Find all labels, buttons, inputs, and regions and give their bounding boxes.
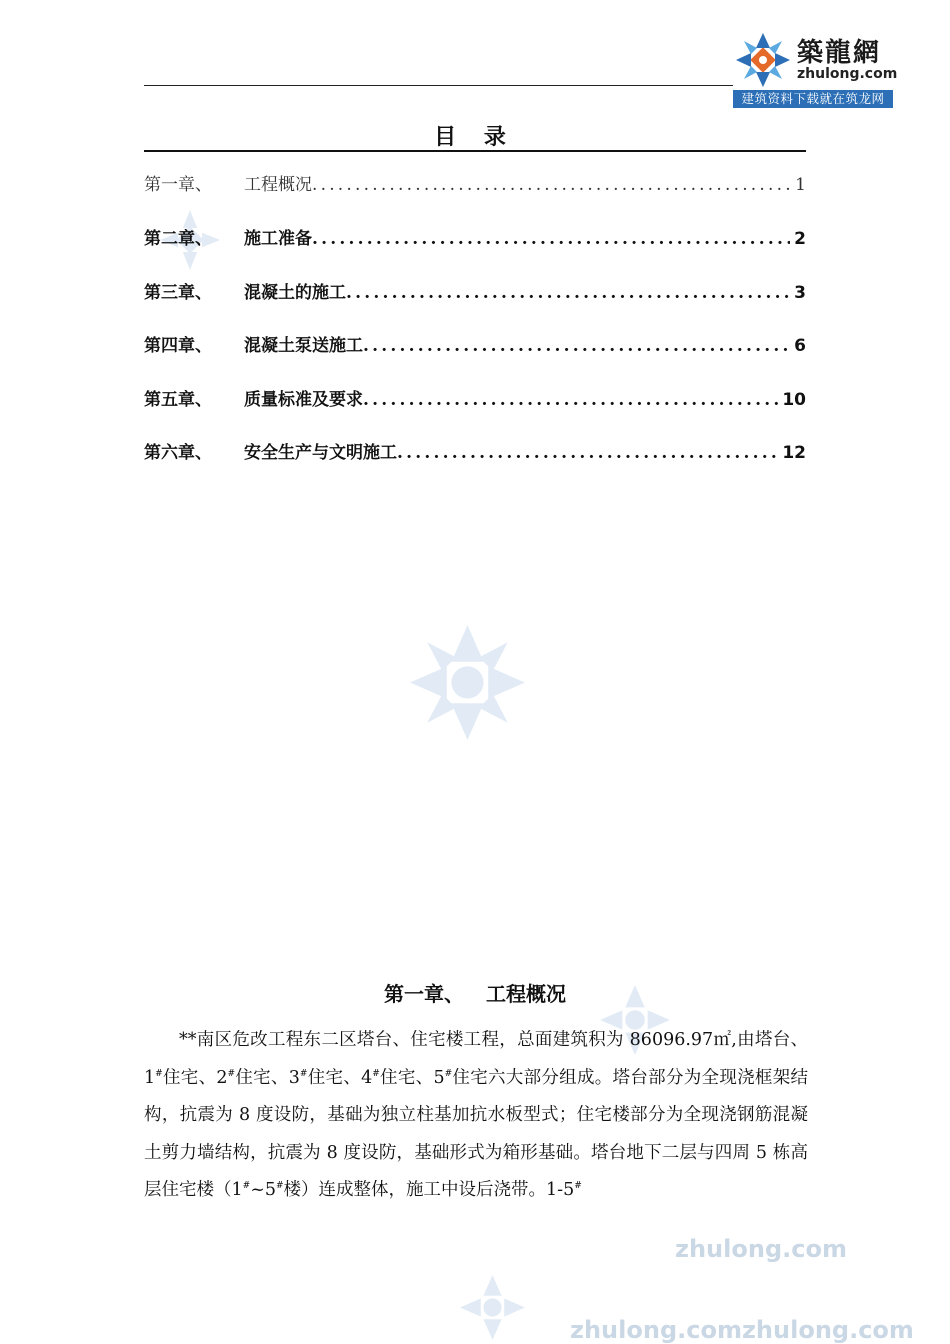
zhulong-logo [733,30,898,110]
toc-page-number: 6 [794,336,806,356]
superscript: # [372,1068,380,1079]
toc-entry[interactable] [144,438,806,468]
toc-page-number: 3 [794,283,806,303]
paragraph-text: 住宅、3 [235,1067,300,1088]
toc-entry[interactable] [144,278,806,308]
paragraph-text: 住宅六大部分组成。塔台部分为全现浇框架结构，抗震为 8 度设防，基础为独立柱基加抗水板型式；住宅楼部分为全现浇钢筋混凝土剪力墙结构，抗震为 8 度设防，基础形式为箱形基础。塔台地下二层与四周 5 栋高层住宅楼（1 [144,1067,808,1200]
superscript: # [242,1181,251,1192]
toc-entry[interactable] [144,385,806,415]
toc-leader-dots [363,390,778,410]
toc-page-number: 2 [794,229,806,249]
logo-name-en: zhulong.com [797,66,898,82]
logo-name-cn: 築龍網 [797,38,882,68]
watermark-snowflake-icon [410,625,525,740]
toc-chapter-name: 混凝土泵送施工 [244,336,363,356]
toc-entry[interactable] [144,331,806,361]
body-paragraph [144,1022,808,1210]
superscript: # [227,1068,236,1079]
toc-page-number: 1 [795,175,806,195]
paragraph-text: 楼）连成整体，施工中设后浇带。1-5 [283,1180,575,1200]
header-rule [144,85,734,86]
superscript: # [574,1181,582,1192]
chapter-heading [144,978,806,1007]
paragraph-text: ~5 [250,1180,276,1200]
toc-title: 目 录 [434,125,516,150]
superscript: # [155,1068,163,1079]
toc-leader-dots [312,229,790,249]
toc-chapter-number: 第五章、 [144,390,212,410]
watermark-snowflake-icon [460,1275,525,1340]
chapter-number: 第一章、 [384,982,464,1006]
toc-chapter-number: 第二章、 [144,229,212,249]
toc-leader-dots [346,283,790,303]
toc-leader-dots [363,336,790,356]
toc-entry[interactable] [144,224,806,254]
toc-chapter-name: 安全生产与文明施工 [244,443,397,463]
toc-chapter-number: 第一章、 [144,175,212,195]
logo-tagline: 建筑资料下载就在筑龙网 [733,90,893,108]
toc-chapter-name: 施工准备 [244,229,312,249]
toc-leader-dots [397,443,778,463]
toc-page-number: 10 [782,390,806,410]
chapter-body [144,1022,808,1210]
toc-leader-dots [312,175,791,195]
logo-snowflake-icon [735,32,791,88]
toc-rule [144,150,806,152]
superscript: # [276,1181,284,1192]
toc-page-number: 12 [782,443,806,463]
paragraph-text: **南区危改工程东二区塔台、住宅楼工程，总面建筑积为 86096.97㎡,由塔台、1 [144,1030,808,1088]
chapter-title: 工程概况 [486,982,566,1006]
paragraph-text: 住宅、5 [379,1067,445,1088]
toc-chapter-number: 第三章、 [144,283,212,303]
paragraph-text: 住宅、2 [162,1067,228,1088]
toc-chapter-number: 第四章、 [144,336,212,356]
toc-chapter-name: 工程概况 [244,175,312,195]
toc-entry[interactable] [144,170,806,200]
toc-chapter-number: 第六章、 [144,443,212,463]
watermark-text: zhulong.comzhulong.com [570,1316,914,1344]
toc-chapter-name: 质量标准及要求 [244,390,363,410]
logo-top [733,30,898,88]
watermark-text: zhulong.com [675,1235,847,1263]
superscript: # [444,1068,453,1079]
paragraph-text: 住宅、4 [307,1067,373,1088]
toc-chapter-name: 混凝土的施工 [244,283,346,303]
superscript: # [299,1068,308,1079]
